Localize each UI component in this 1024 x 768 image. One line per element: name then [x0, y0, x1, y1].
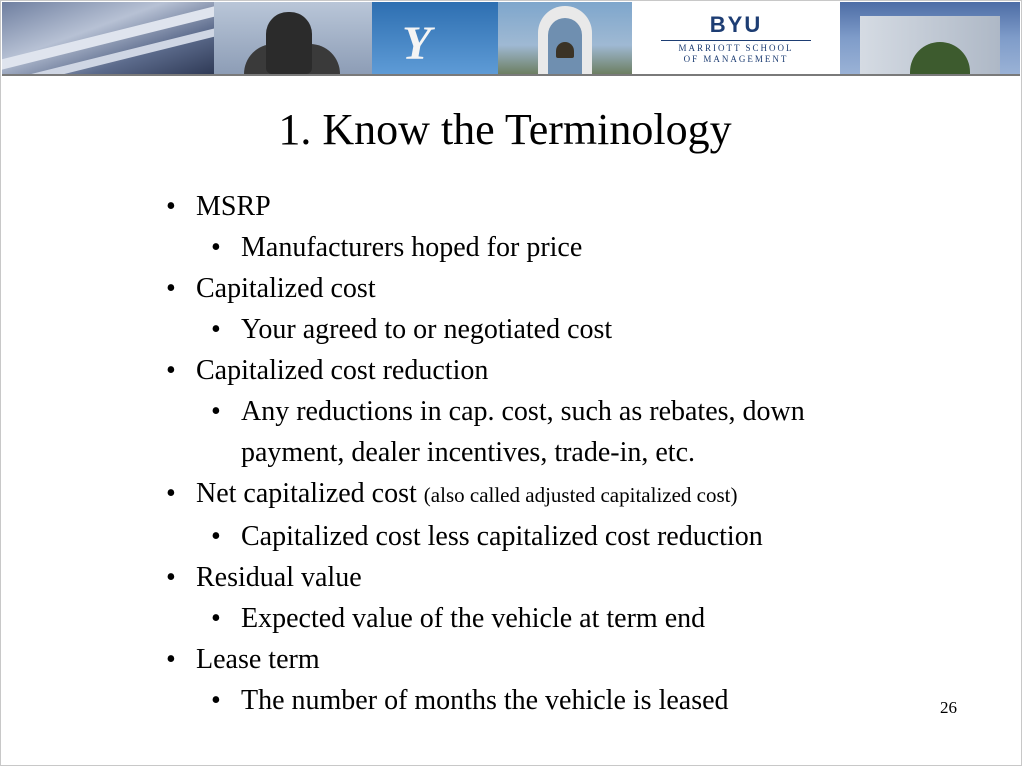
bullet-icon: •	[211, 396, 221, 427]
bell-icon	[556, 42, 574, 58]
sub-item-text: The number of months the vehicle is leased	[241, 685, 729, 716]
logo-school-line1: MARRIOTT SCHOOL	[678, 43, 794, 53]
list-item	[166, 268, 926, 309]
item-text: MSRP	[196, 191, 271, 222]
banner-photo-bell-tower	[498, 2, 632, 74]
sub-item	[166, 309, 926, 350]
item-text: Lease term	[196, 644, 320, 675]
logo-school-line2: OF MANAGEMENT	[683, 54, 789, 64]
slide-title: 1. Know the Terminology	[278, 105, 732, 154]
bullet-icon: •	[211, 603, 221, 634]
sub-item	[166, 680, 926, 721]
list-item	[166, 557, 926, 598]
banner-photo-statue	[214, 2, 372, 74]
bullet-icon: •	[166, 478, 176, 509]
bullet-icon: •	[211, 521, 221, 552]
bullet-list	[166, 186, 926, 721]
list-item	[166, 473, 926, 516]
bullet-icon: •	[166, 644, 176, 675]
banner-photo-campus	[840, 2, 1020, 74]
page-number: 26	[940, 698, 957, 717]
sub-item-text: Any reductions in cap. cost, such as rebates, down payment, dealer incentives, trade-in, etc.	[241, 396, 805, 468]
logo-brand: BYU	[709, 12, 763, 37]
bullet-icon: •	[166, 191, 176, 222]
bullet-icon: •	[211, 685, 221, 716]
list-item	[166, 639, 926, 680]
banner-photo-building	[2, 2, 214, 74]
item-note: (also called adjusted capitalized cost)	[423, 483, 738, 507]
bullet-icon: •	[211, 232, 221, 263]
sub-item	[166, 227, 926, 268]
sub-item	[166, 516, 926, 557]
bullet-icon: •	[166, 273, 176, 304]
bullet-icon: •	[166, 355, 176, 386]
sub-item-text: Your agreed to or negotiated cost	[241, 314, 613, 345]
item-text: Net capitalized cost	[196, 478, 417, 509]
sub-item	[166, 391, 881, 473]
y-logo-icon: Y	[402, 17, 432, 70]
bullet-icon: •	[166, 562, 176, 593]
sub-item-text: Expected value of the vehicle at term end	[241, 603, 706, 634]
banner-photo-y-mountain	[372, 2, 498, 74]
sub-item-text: Manufacturers hoped for price	[241, 232, 583, 263]
statue-head	[266, 12, 312, 74]
byu-logo	[632, 2, 840, 74]
logo-rule	[661, 40, 811, 41]
item-text: Residual value	[196, 562, 362, 593]
item-text: Capitalized cost reduction	[196, 355, 489, 386]
bullet-icon: •	[211, 314, 221, 345]
header-banner	[2, 2, 1020, 76]
sub-item	[166, 598, 926, 639]
list-item	[166, 350, 926, 391]
list-item	[166, 186, 926, 227]
item-text: Capitalized cost	[196, 273, 376, 304]
sub-item-text: Capitalized cost less capitalized cost reduction	[241, 521, 763, 552]
